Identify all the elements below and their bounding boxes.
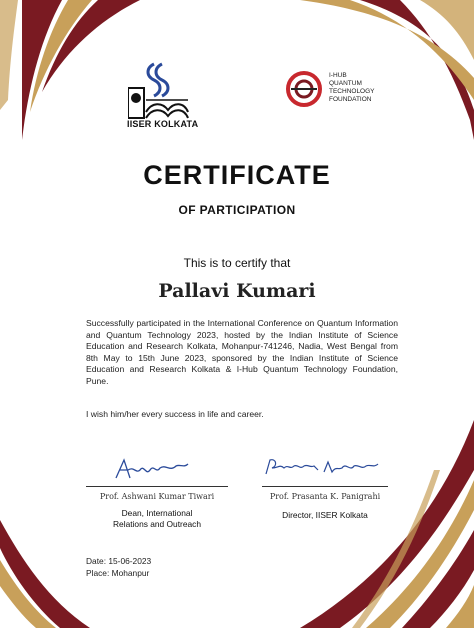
signatory-left-role (86, 508, 228, 530)
ihub-line-1: I-HUB (329, 72, 347, 79)
ihub-line-3: TECHNOLOGY (329, 88, 375, 95)
wish-line: I wish him/her every success in life and career. (86, 409, 264, 419)
certificate-subtitle: OF PARTICIPATION (178, 203, 296, 217)
signatory-right-role: Director, IISER Kolkata (282, 510, 368, 520)
certificate-body: Successfully participated in the International Conference on Quantum Information and Quantum Technology 2023, hosted by the Indian Institute of Science Education and Research Kolkata, Mohanpur-741246, Nadia, West Bengal from 8th May to 15th June 2023, sponsored by the Indian Institute of Science Education and Research Kolkata & I-Hub Quantum Technology Foundation, Pune. (86, 318, 398, 386)
signatory-left-role-line1: Dean, International (121, 508, 193, 518)
ihub-line-2: QUANTUM (329, 80, 362, 87)
ihub-logo-text (329, 72, 375, 104)
signature-left-icon (112, 456, 192, 482)
signatory-left-role-line2: Relations and Outreach (113, 519, 201, 529)
certificate-date: Date: 15-06-2023 (86, 556, 152, 566)
signature-right-line (262, 486, 388, 487)
iiser-logo-text: IISER KOLKATA (127, 119, 199, 129)
signatory-left-name: Prof. Ashwani Kumar Tiwari (99, 492, 215, 501)
signatory-right-name: Prof. Prasanta K. Panigrahi (269, 492, 381, 501)
ihub-logo-icon (285, 70, 323, 108)
ihub-line-4: FOUNDATION (329, 96, 372, 103)
certify-line: This is to certify that (183, 256, 291, 270)
signature-left-line (86, 486, 228, 487)
signature-right-icon (262, 456, 382, 478)
recipient-name: Pallavi Kumari (158, 280, 316, 302)
certificate-title: CERTIFICATE (143, 160, 331, 190)
certificate-place: Place: Mohanpur (86, 568, 150, 578)
